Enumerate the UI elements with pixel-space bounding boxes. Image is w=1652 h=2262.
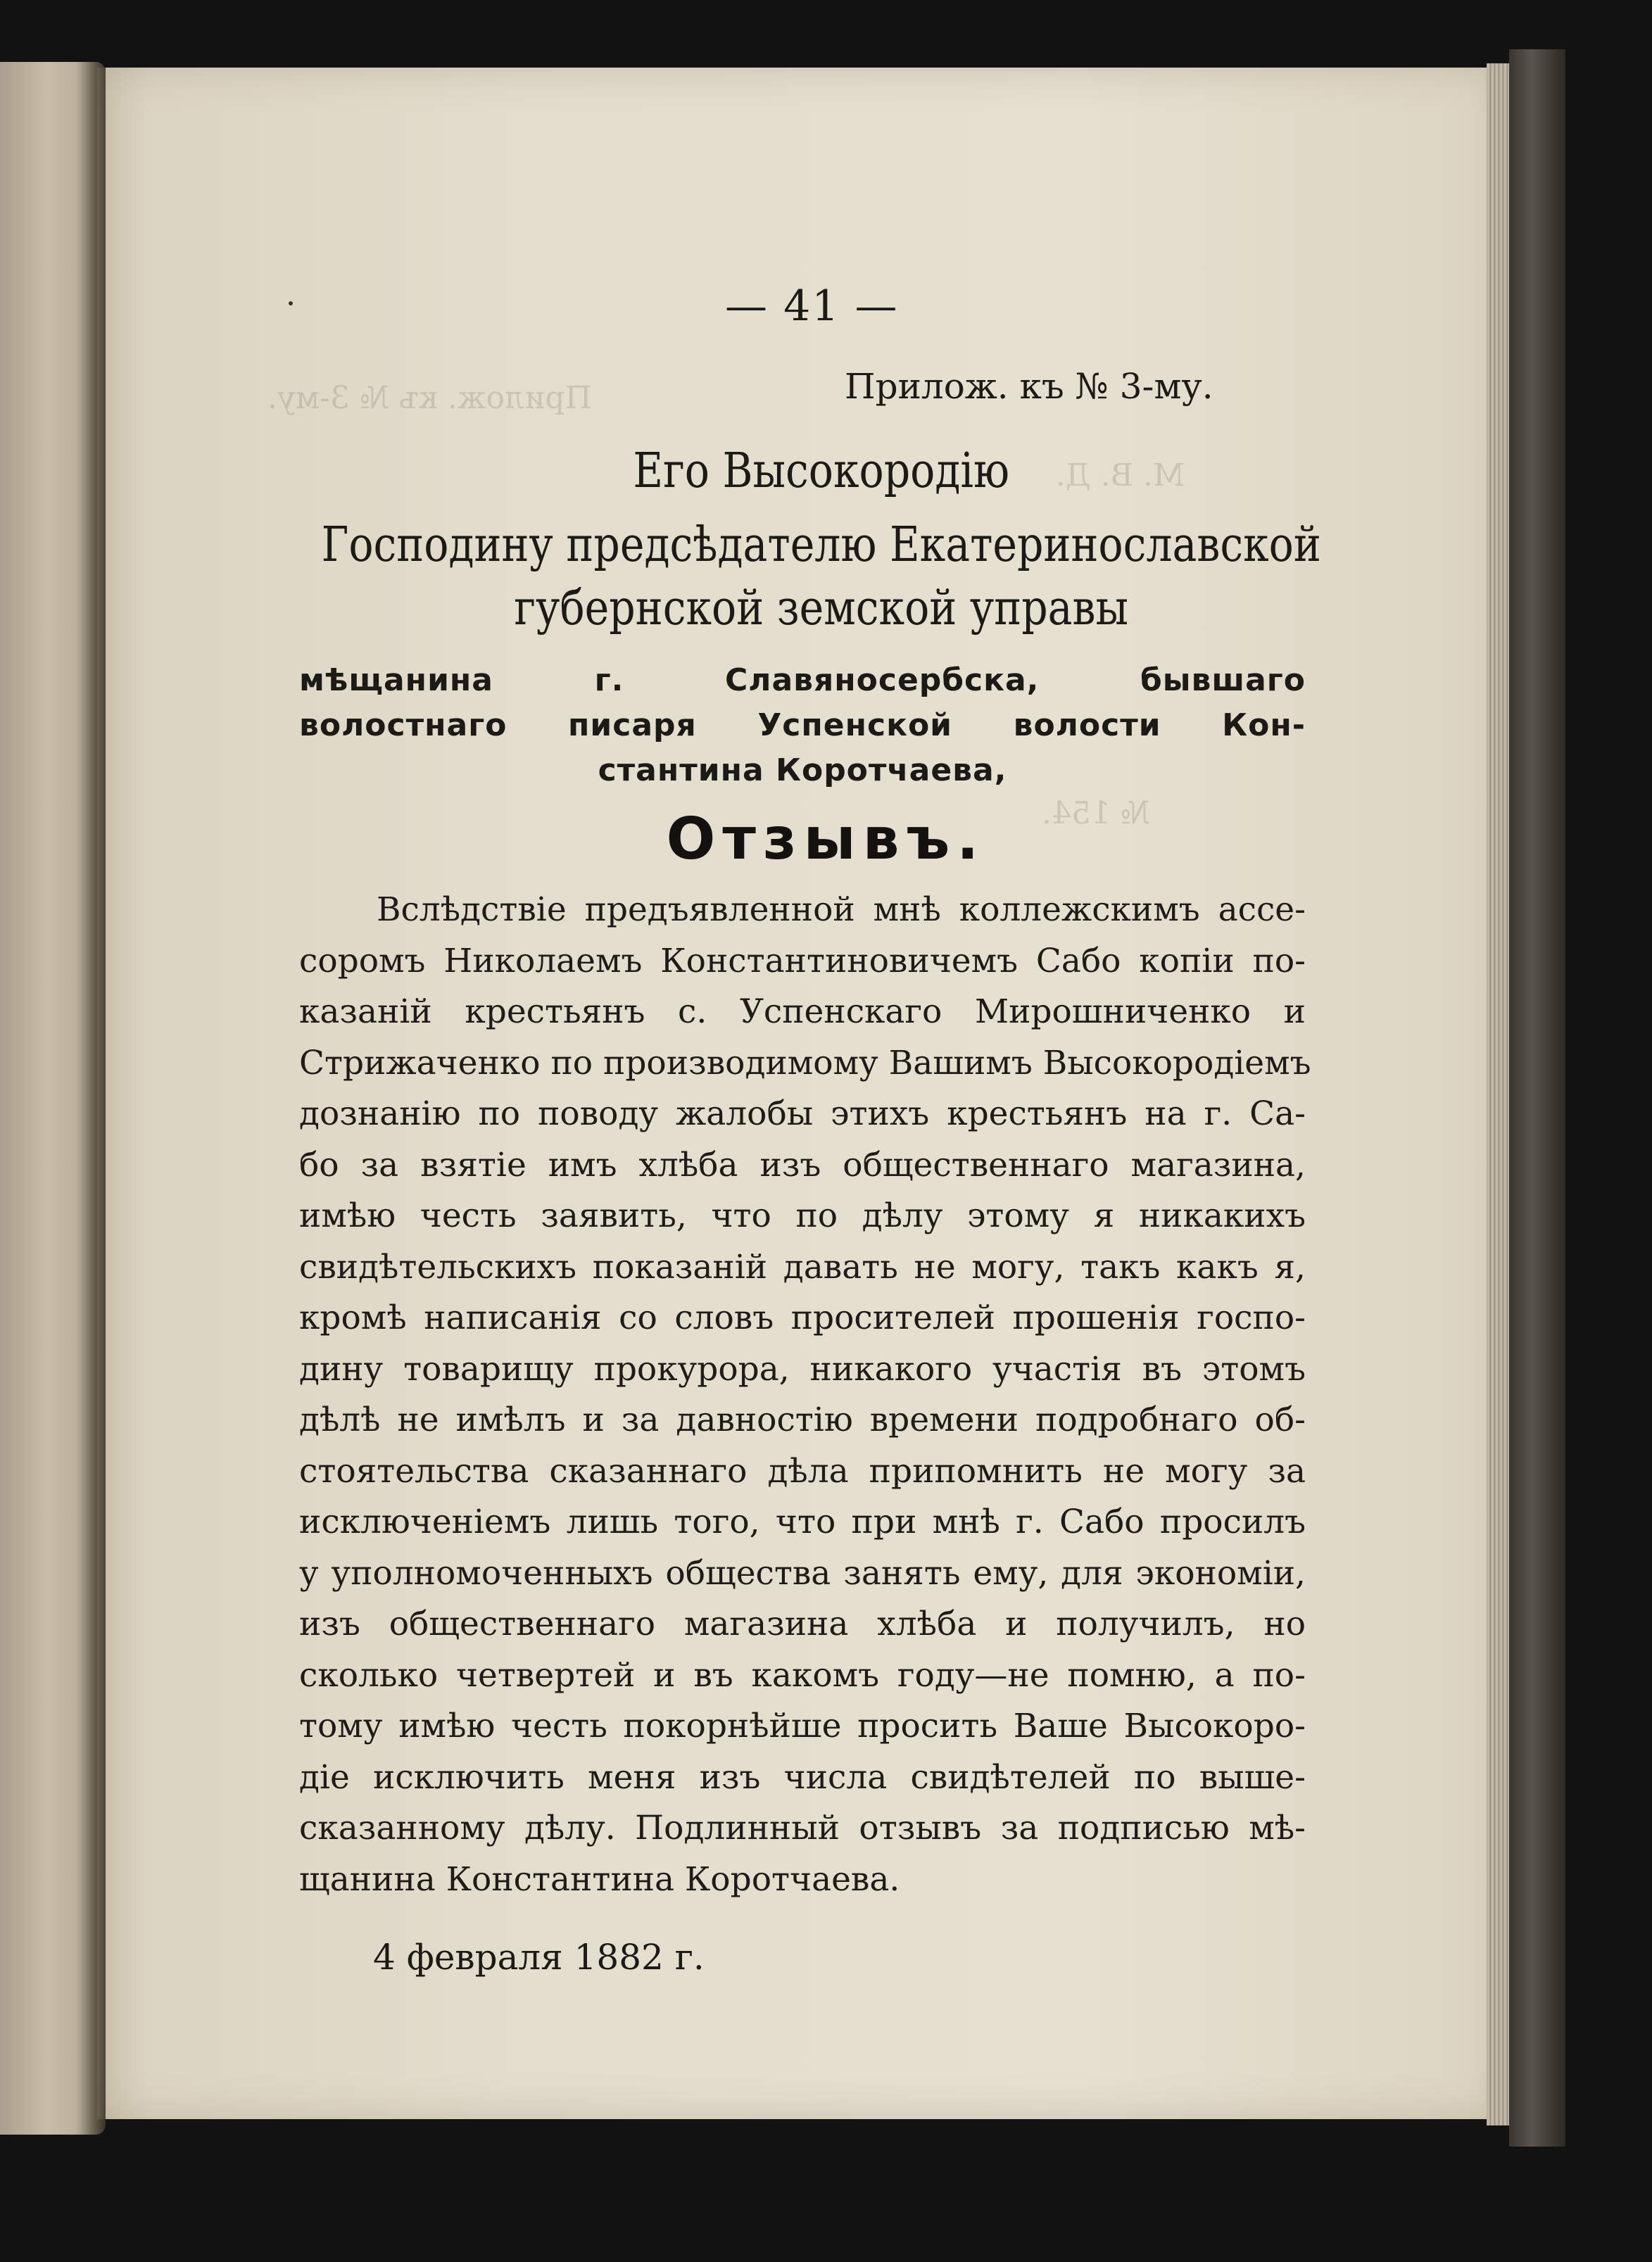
sender-line: волостнаго писаря Успенской волости Кон-	[299, 707, 1306, 743]
body-line: дину товарищу прокурора, никакого участія въ этомъ	[299, 1349, 1306, 1389]
document-title: Отзывъ.	[666, 806, 986, 873]
body-line: дознанію по поводу жалобы этихъ крестьянъ на г. Са-	[299, 1094, 1306, 1133]
body-line: исключеніемъ лишь того, что при мнѣ г. Сабо просилъ	[299, 1503, 1306, 1541]
body-line: дѣлѣ не имѣлъ и за давностію времени подробнаго об-	[299, 1401, 1306, 1439]
body-line: щанина Константина Коротчаева.	[299, 1859, 900, 1899]
sender-block	[299, 658, 1306, 793]
statement-body	[299, 885, 1311, 1905]
body-line: стоятельства сказаннаго дѣла припомнить не могу за	[299, 1451, 1306, 1491]
body-line: изъ общественнаго магазина хлѣба и получилъ, но	[299, 1605, 1306, 1643]
sender-line: мѣщанина г. Славяносербска, бывшаго	[299, 662, 1306, 698]
address-line: Его Высокородію	[633, 443, 1010, 499]
page-number: — 41 —	[725, 282, 899, 331]
body-line: кромѣ написанія со словъ просителей прошенія госпо-	[299, 1299, 1306, 1337]
show-through-text: Прилож. къ № 3-му.	[267, 380, 592, 416]
body-line: у уполномоченныхъ общества занять ему, для экономіи,	[299, 1553, 1306, 1593]
body-line: свидѣтельскихъ показаній давать не могу, такъ какъ я,	[299, 1247, 1306, 1287]
body-line: сколько четвертей и въ какомъ году—не помню, а по-	[299, 1655, 1306, 1695]
body-line: сказанному дѣлу. Подлинный отзывъ за подписью мѣ-	[299, 1809, 1306, 1847]
body-line: соромъ Николаемъ Константиновичемъ Сабо копіи по-	[299, 941, 1306, 980]
body-line: Вслѣдствіе предъявленной мнѣ коллежскимъ ассе-	[377, 890, 1306, 929]
address-line: губернской земской управы	[514, 581, 1128, 636]
body-line: казаній крестьянъ с. Успенскаго Мирошниченко и	[299, 992, 1306, 1031]
body-line: имѣю честь заявить, что по дѣлу этому я никакихъ	[299, 1196, 1306, 1235]
ink-speck	[289, 301, 293, 305]
body-line: Стрижаченко по производимому Вашимъ Высокородіемъ	[299, 1043, 1311, 1082]
body-line: бо за взятіе имъ хлѣба изъ общественнаго магазина,	[299, 1145, 1306, 1184]
page-block-edge	[1487, 63, 1509, 2125]
show-through-text: М. В. Д.	[1056, 457, 1185, 493]
address-line: Господину предсѣдателю Екатеринославской	[321, 517, 1321, 573]
body-line: діе исключить меня изъ числа свидѣтелей по выше-	[299, 1757, 1306, 1797]
document-date: 4 февраля 1882 г.	[373, 1937, 705, 1978]
body-line: тому имѣю честь покорнѣйше просить Ваше Высокоро-	[299, 1707, 1306, 1745]
show-through-text: № 154.	[1042, 795, 1150, 831]
sender-line: стантина Коротчаева,	[598, 752, 1007, 788]
book-cover-edge	[1509, 49, 1565, 2147]
annex-reference: Прилож. къ № 3-му.	[845, 366, 1213, 407]
book-gutter	[76, 62, 106, 2135]
